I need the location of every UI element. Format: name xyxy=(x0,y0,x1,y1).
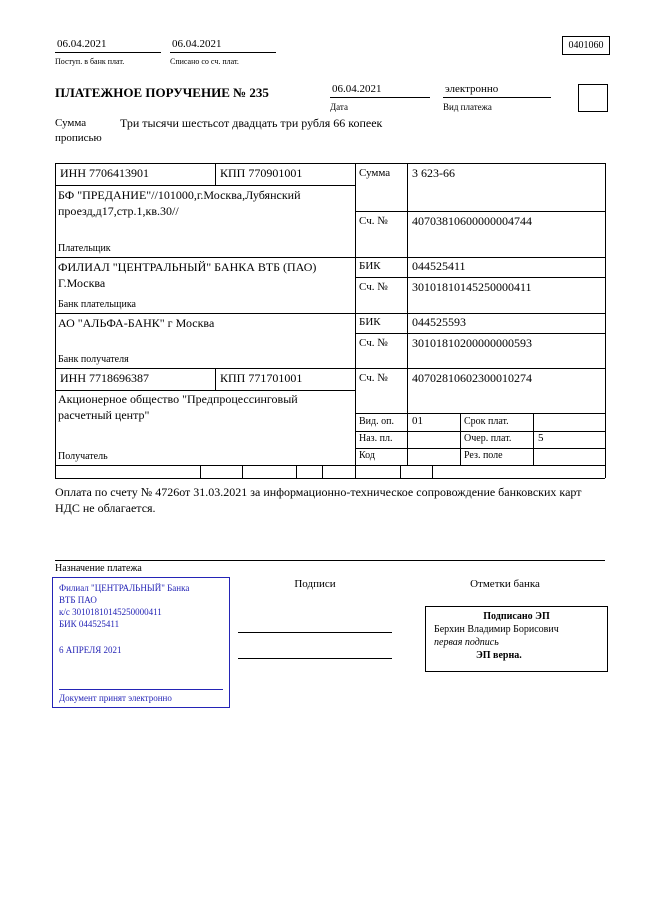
payer-bank-section-label: Банк плательщика xyxy=(58,299,136,310)
table-line xyxy=(355,211,605,212)
payer-bank-account-label: Сч. № xyxy=(359,281,388,293)
bank-stamp xyxy=(52,577,230,708)
table-line xyxy=(215,163,216,185)
table-line xyxy=(55,478,605,479)
bank-stamp-bik: БИК 044525411 xyxy=(59,619,120,630)
payment-kind-code-box xyxy=(578,84,608,112)
payment-kind: электронно xyxy=(443,83,551,98)
payer-bank-bik: 044525411 xyxy=(412,259,466,273)
debit-date-label: Списано со сч. плат. xyxy=(170,57,239,66)
form-code-box: 0401060 xyxy=(562,36,610,55)
table-line xyxy=(55,368,605,369)
table-line xyxy=(355,163,356,478)
bank-stamp-corr-account: к/с 30101810145250000411 xyxy=(59,607,162,618)
table-line xyxy=(322,465,323,478)
table-line xyxy=(460,413,461,465)
signatures-label: Подписи xyxy=(294,578,336,590)
payee-bank-account-label: Сч. № xyxy=(359,337,388,349)
purpose-underline xyxy=(55,560,605,561)
payee-bank-name: АО "АЛЬФА-БАНК" г Москва xyxy=(58,316,215,330)
op-type-label: Вид. оп. xyxy=(359,416,394,427)
amount-in-words: Три тысячи шестьсот двадцать три рубля 66 копеек xyxy=(120,116,383,130)
op-type-value: 01 xyxy=(412,415,423,427)
payer-account-label: Сч. № xyxy=(359,215,388,227)
sum-value: 3 623-66 xyxy=(412,166,455,180)
table-line xyxy=(355,413,605,414)
payment-purpose-text: Оплата по счету № 4726от 31.03.2021 за информационно-техническое сопровождение банковских карт НДС не облагается. xyxy=(55,485,582,515)
payment-purpose-label: Назначение платежа xyxy=(55,563,142,574)
table-line xyxy=(296,465,297,478)
ep-stamp-signature-type: первая подпись xyxy=(434,637,499,648)
bank-stamp-footer: Документ принят электронно xyxy=(59,689,223,707)
ep-stamp-title: Подписано ЭП xyxy=(483,611,550,622)
table-line xyxy=(55,163,605,164)
payer-inn: ИНН 7706413901 xyxy=(60,166,149,180)
signature-line xyxy=(238,658,392,659)
code-label: Код xyxy=(359,450,375,461)
table-line xyxy=(55,313,605,314)
debit-date: 06.04.2021 xyxy=(170,38,276,53)
document-date-label: Дата xyxy=(330,102,348,112)
electronic-signature-stamp xyxy=(425,606,608,672)
payment-kind-label: Вид платежа xyxy=(443,102,492,112)
table-line xyxy=(432,465,433,478)
document-title: ПЛАТЕЖНОЕ ПОРУЧЕНИЕ № 235 xyxy=(55,85,269,100)
table-line xyxy=(355,431,605,432)
table-line xyxy=(400,465,401,478)
ep-stamp-verdict: ЭП верна. xyxy=(476,650,522,661)
payee-section-label: Получатель xyxy=(58,451,108,462)
reserve-field-label: Рез. поле xyxy=(464,450,503,461)
payer-account: 40703810600000004744 xyxy=(412,214,532,228)
table-line xyxy=(215,368,216,390)
sum-label: Сумма xyxy=(359,167,391,179)
amount-in-words-label: Сумма прописью xyxy=(55,117,102,144)
payee-bank-section-label: Банк получателя xyxy=(58,354,129,365)
ep-stamp-signer-name: Берхин Владимир Борисович xyxy=(434,624,559,635)
payee-bank-account: 30101810200000000593 xyxy=(412,336,532,350)
pay-term-label: Срок плат. xyxy=(464,416,509,427)
purpose-code-label: Наз. пл. xyxy=(359,433,393,444)
table-line xyxy=(605,163,606,478)
payer-bank-account: 30101810145250000411 xyxy=(412,280,532,294)
payee-account-label: Сч. № xyxy=(359,372,388,384)
table-line xyxy=(355,333,605,334)
table-line xyxy=(355,448,605,449)
bank-marks-label: Отметки банка xyxy=(470,578,540,590)
bank-stamp-line1: Филиал "ЦЕНТРАЛЬНЫЙ" Банка xyxy=(59,583,190,593)
payer-kpp: КПП 770901001 xyxy=(220,166,303,180)
table-line xyxy=(200,465,201,478)
priority-label: Очер. плат. xyxy=(464,433,512,444)
bank-receipt-date-label: Поступ. в банк плат. xyxy=(55,57,125,66)
bank-stamp-line2: ВТБ ПАО xyxy=(59,595,97,606)
payee-name: Акционерное общество "Предпроцессинговый расчетный центр" xyxy=(58,392,298,422)
table-line xyxy=(533,413,534,465)
payee-account: 40702810602300010274 xyxy=(412,371,532,385)
table-line xyxy=(355,277,605,278)
document-date: 06.04.2021 xyxy=(330,83,430,98)
priority-value: 5 xyxy=(538,432,544,444)
payee-inn: ИНН 7718696387 xyxy=(60,371,149,385)
table-line xyxy=(55,257,605,258)
table-line xyxy=(407,163,408,465)
payee-bank-bik: 044525593 xyxy=(412,315,466,329)
payer-section-label: Плательщик xyxy=(58,243,111,254)
table-line xyxy=(242,465,243,478)
payee-bank-bik-label: БИК xyxy=(359,316,381,328)
table-line xyxy=(55,185,355,186)
table-line xyxy=(55,390,355,391)
table-line xyxy=(55,465,605,466)
signature-line xyxy=(238,632,392,633)
table-line xyxy=(55,163,56,478)
payer-bank-bik-label: БИК xyxy=(359,260,381,272)
payer-name: БФ "ПРЕДАНИЕ"//101000,г.Москва,Лубянский проезд,д17,стр.1,кв.30// xyxy=(58,188,301,218)
bank-stamp-date: 6 АПРЕЛЯ 2021 xyxy=(59,644,122,655)
bank-receipt-date: 06.04.2021 xyxy=(55,38,161,53)
payer-bank-name: ФИЛИАЛ "ЦЕНТРАЛЬНЫЙ" БАНКА ВТБ (ПАО) Г.Москва xyxy=(58,260,317,290)
payee-kpp: КПП 771701001 xyxy=(220,371,303,385)
